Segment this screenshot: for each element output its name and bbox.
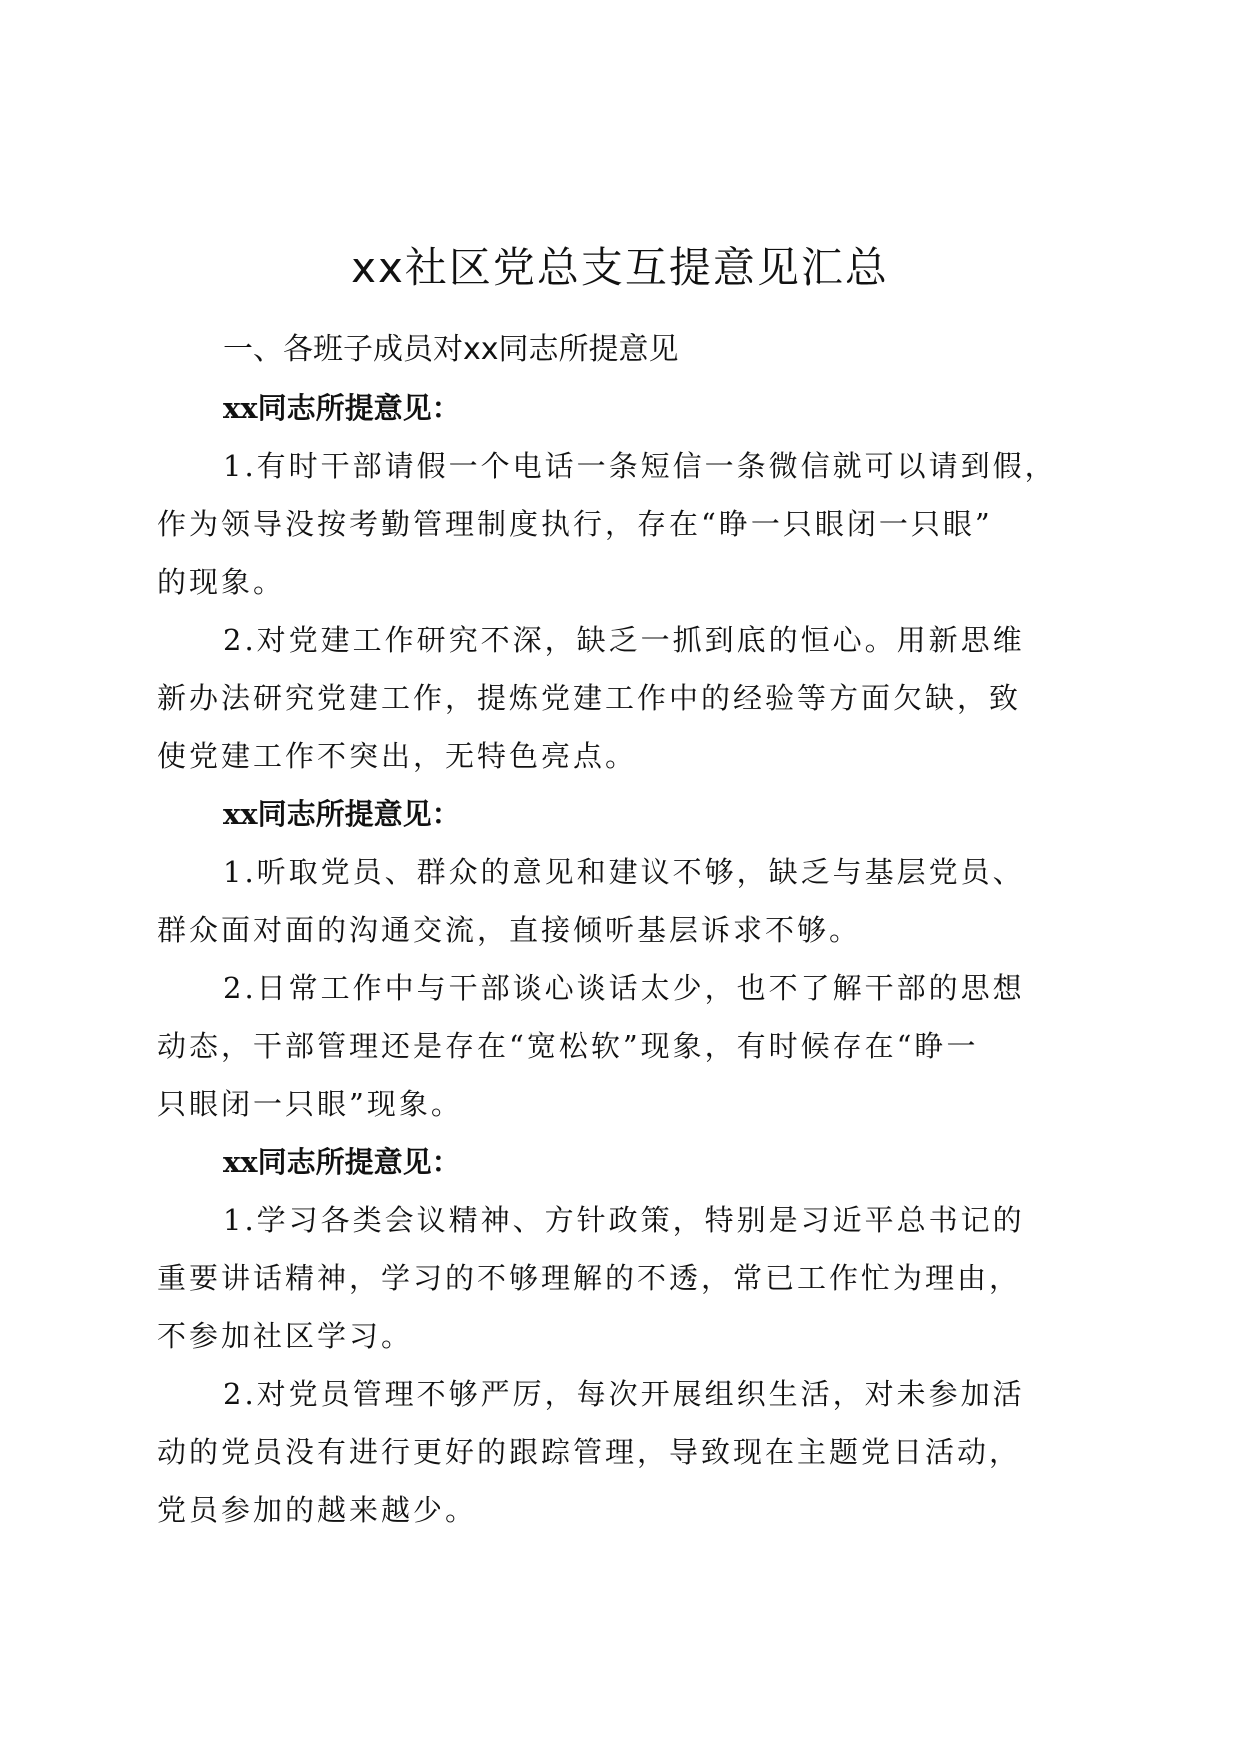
document-title: xx社区党总支互提意见汇总 xyxy=(351,243,889,292)
paragraph-line: 2.日常工作中与干部谈心谈话太少，也不了解干部的思想 xyxy=(223,971,1025,1005)
paragraph-line: 不参加社区学习。 xyxy=(157,1319,414,1353)
paragraph-line: 新办法研究党建工作，提炼党建工作中的经验等方面欠缺，致 xyxy=(157,681,1022,715)
opinion-group xyxy=(157,379,1067,785)
section-heading: 一、各班子成员对xx同志所提意见 xyxy=(223,332,679,367)
document-body xyxy=(157,321,1067,1539)
paragraph-line: 1.听取党员、群众的意见和建议不够，缺乏与基层党员、 xyxy=(223,855,1025,889)
paragraph-line: 2.对党员管理不够严厉，每次开展组织生活，对未参加活 xyxy=(223,1377,1025,1411)
opinion-item xyxy=(157,611,1067,785)
paragraph-line: 使党建工作不突出，无特色亮点。 xyxy=(157,739,638,773)
paragraph-line: 党员参加的越来越少。 xyxy=(157,1493,478,1527)
opinion-group xyxy=(157,1133,1067,1539)
paragraph-line: 2.对党建工作研究不深，缺乏一抓到底的恒心。用新思维 xyxy=(223,623,1025,657)
paragraph-line: 群众面对面的沟通交流，直接倾听基层诉求不够。 xyxy=(157,913,862,947)
opinion-item xyxy=(157,1365,1067,1539)
paragraph-line: 动态，干部管理还是存在“宽松软”现象，有时候存在“睁一 xyxy=(157,1029,979,1063)
opinion-item xyxy=(157,843,1067,959)
opinion-item xyxy=(157,959,1067,1133)
paragraph-line: 1.学习各类会议精神、方针政策，特别是习近平总书记的 xyxy=(223,1203,1025,1237)
opinion-group xyxy=(157,785,1067,1133)
paragraph-line: 动的党员没有进行更好的跟踪管理，导致现在主题党日活动， xyxy=(157,1435,1022,1469)
paragraph-line: 1.有时干部请假一个电话一条短信一条微信就可以请到假， xyxy=(223,449,1057,483)
opinion-group-label: xx同志所提意见： xyxy=(223,391,461,425)
paragraph-line: 的现象。 xyxy=(157,565,286,599)
paragraph-line: 只眼闭一只眼”现象。 xyxy=(157,1087,463,1121)
opinion-item xyxy=(157,1191,1067,1365)
paragraph-line: 作为领导没按考勤管理制度执行，存在“睁一只眼闭一只眼” xyxy=(157,507,993,541)
paragraph-line: 重要讲话精神，学习的不够理解的不透，常已工作忙为理由， xyxy=(157,1261,1022,1295)
opinion-group-label: xx同志所提意见： xyxy=(223,797,461,831)
opinion-group-label: xx同志所提意见： xyxy=(223,1145,461,1179)
opinion-item xyxy=(157,437,1067,611)
